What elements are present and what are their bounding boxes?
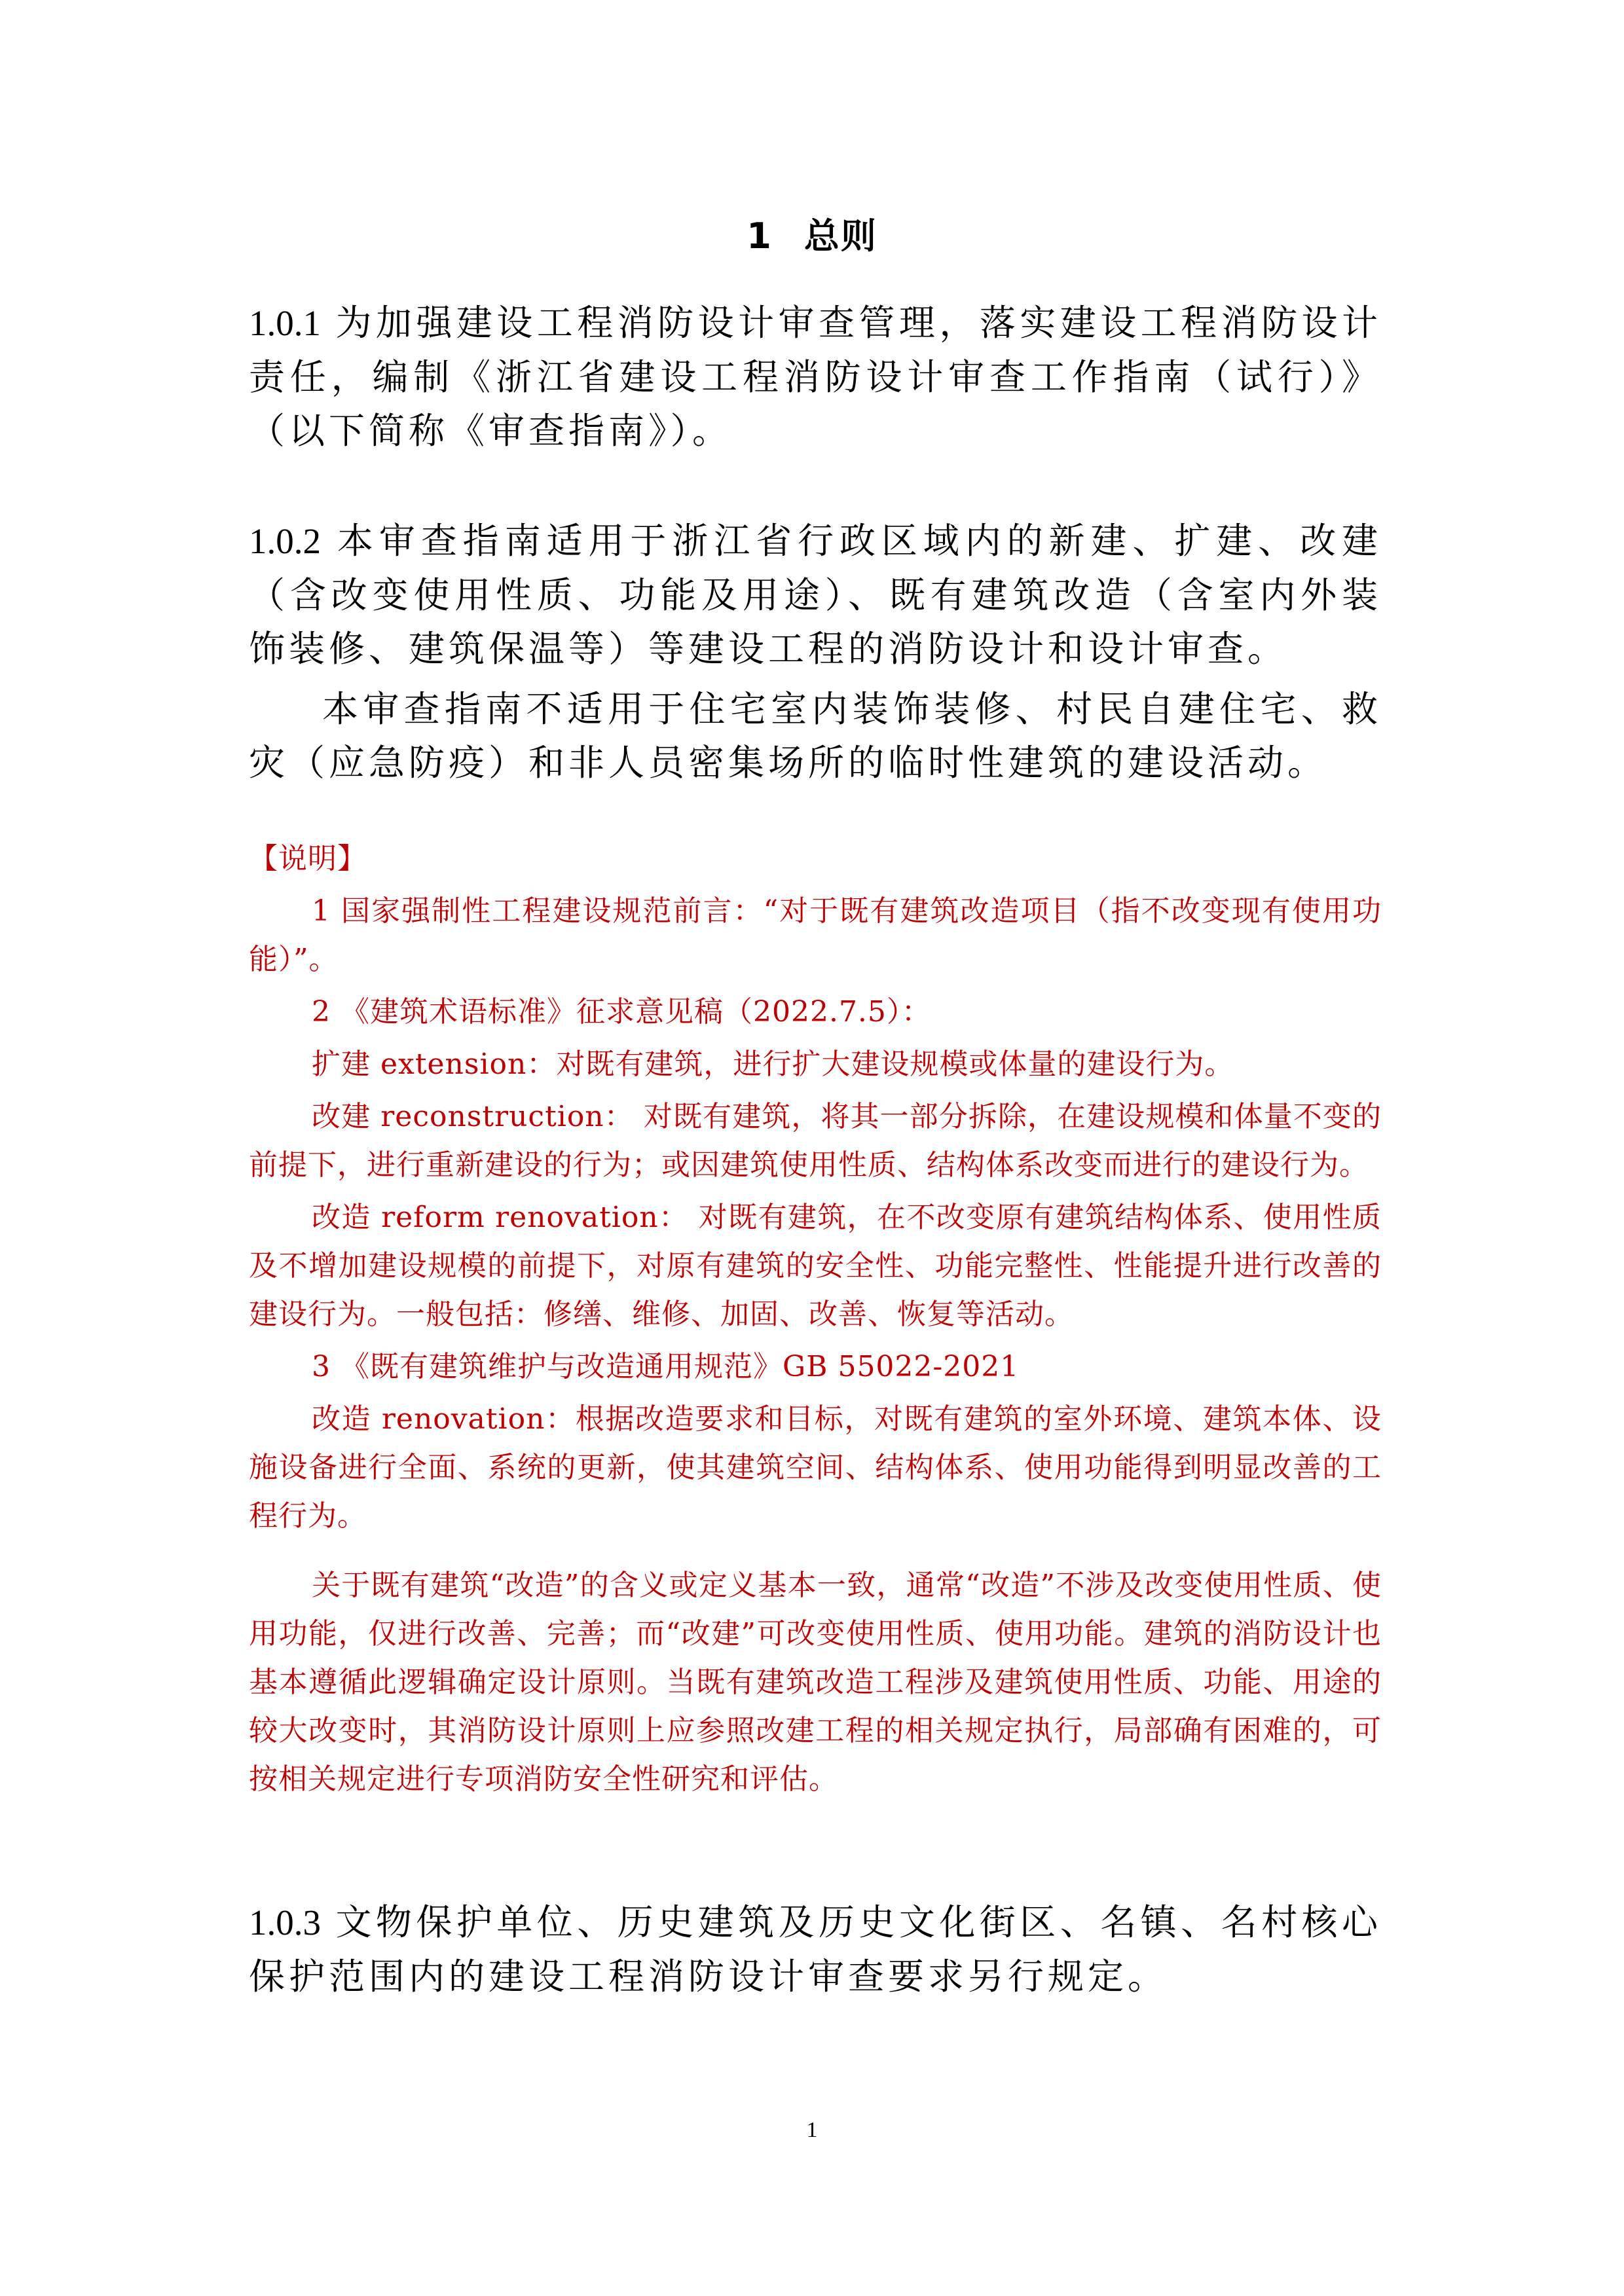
spacer — [249, 1540, 1382, 1558]
note-item: 改造 renovation：根据改造要求和目标，对既有建筑的室外环境、建筑本体、设施设备进行全面、系统的更新，使其建筑空间、结构体系、使用功能得到明显改善的工程行为。 — [249, 1402, 1382, 1533]
note-item: 扩建 extension：对既有建筑，进行扩大建设规模或体量的建设行为。 — [312, 1048, 1234, 1081]
chapter-title: 总则 — [803, 215, 877, 257]
note-item: 2 《建筑术语标准》征求意见稿（2022.7.5）： — [312, 995, 931, 1029]
clause-1-0-3 — [249, 1895, 1382, 2003]
chapter-heading — [0, 213, 1624, 260]
note-title: 【说明】 — [249, 842, 367, 875]
clause-number: 1.0.2 — [249, 521, 321, 561]
explanation-note — [249, 835, 1382, 1804]
chapter-number: 1 — [747, 215, 773, 257]
page-number: 1 — [806, 2118, 818, 2142]
clause-text: 文物保护单位、历史建筑及历史文化街区、名镇、名村核心保护范围内的建设工程消防设计审查要求另行规定。 — [249, 1901, 1382, 1997]
note-item: 1 国家强制性工程建设规范前言：“对于既有建筑改造项目（指不改变现有使用功能）”。 — [249, 894, 1382, 976]
note-item: 改造 reform renovation： 对既有建筑，在不改变原有建筑结构体系、使用性质及不增加建设规模的前提下，对原有建筑的安全性、功能完整性、性能提升进行改善的建设行为。一般包括：修缮、维修、加固、改善、恢复等活动。 — [249, 1201, 1382, 1331]
note-item: 3 《既有建筑维护与改造通用规范》GB 55022-2021 — [312, 1350, 1020, 1383]
clause-number: 1.0.1 — [249, 303, 321, 343]
clause-text: 本审查指南适用于浙江省行政区域内的新建、扩建、改建（含改变使用性质、功能及用途）、既有建筑改造（含室内外装饰装修、建筑保温等）等建设工程的消防设计和设计审查。 — [249, 520, 1382, 670]
clause-number: 1.0.3 — [249, 1903, 321, 1942]
clause-text: 为加强建设工程消防设计审查管理，落实建设工程消防设计责任，编制《浙江省建设工程消防设计审查工作指南（试行）》（以下简称《审查指南》）。 — [249, 302, 1382, 452]
note-summary: 关于既有建筑“改造”的含义或定义基本一致，通常“改造”不涉及改变使用性质、使用功能，仅进行改善、完善；而“改建”可改变使用性质、使用功能。建筑的消防设计也基本遵循此逻辑确定设计原则。当既有建筑改造工程涉及建筑使用性质、功能、用途的较大改变时，其消防设计原则上应参照改建工程的相关规定执行，局部确有困难的，可按相关规定进行专项消防安全性研究和评估。 — [249, 1569, 1382, 1796]
note-item: 改建 reconstruction： 对既有建筑，将其一部分拆除，在建设规模和体量不变的前提下，进行重新建设的行为；或因建筑使用性质、结构体系改变而进行的建设行为。 — [249, 1100, 1382, 1182]
clause-1-0-2 — [249, 514, 1382, 790]
clause-paragraph: 本审查指南不适用于住宅室内装饰装修、村民自建住宅、救灾（应急防疫）和非人员密集场所的临时性建筑的建设活动。 — [249, 688, 1382, 784]
clause-1-0-1 — [249, 296, 1382, 458]
